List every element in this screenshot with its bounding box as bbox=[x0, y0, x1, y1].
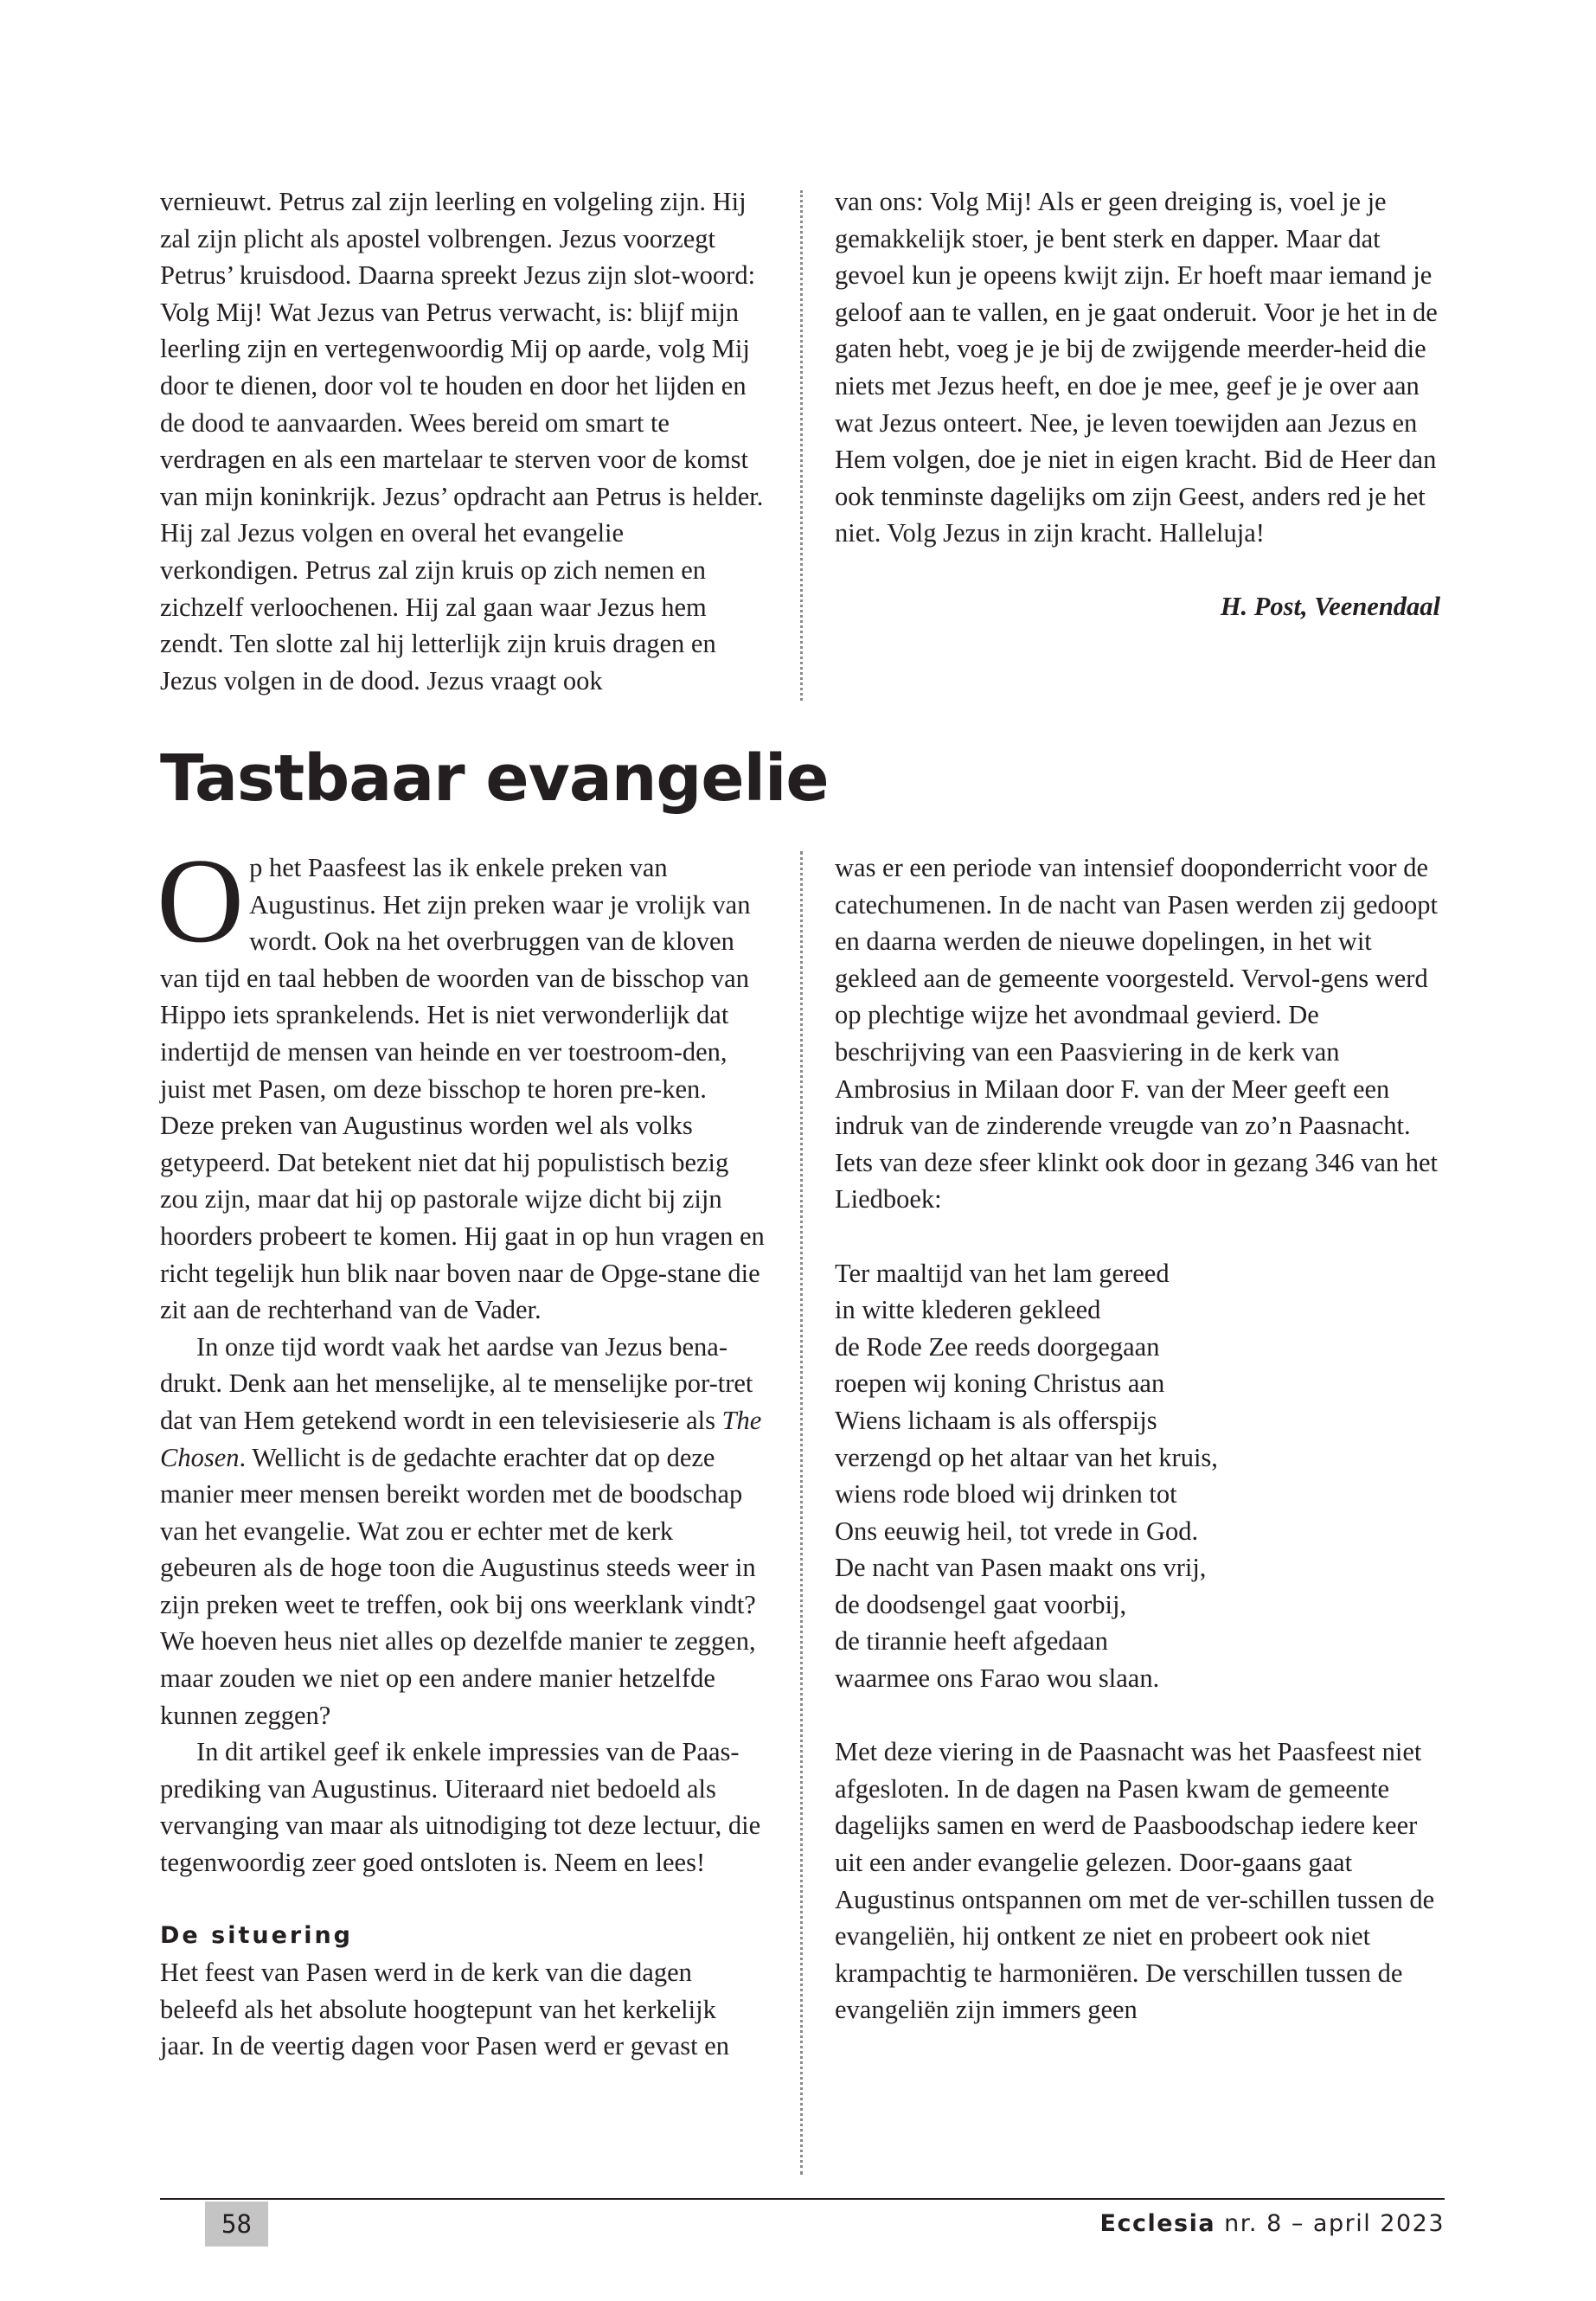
verse-line: wiens rode bloed wij drinken tot bbox=[835, 1479, 1177, 1509]
column-divider bbox=[800, 190, 803, 701]
issue-info: nr. 8 – april 2023 bbox=[1224, 2210, 1445, 2237]
intro-text: p het Paasfeest las ik enkele preken van Augustinus. Het zijn preken waar je vrolijk van wordt. Ook na het overbruggen van de kloven van tijd en taal hebben de woorden van de bisschop van Hippo iets sprankelends. Het is niet verwonderlijk dat indertijd de mensen van heinde en ver toestroom-den, juist met Pasen, om deze bisschop te horen pre-ken. Deze preken van Augustinus worden wel als volks getypeerd. Dat betekent niet dat hij populistisch bezig zou zijn, maar dat hij op pastorale wijze dicht bij zijn hoorders probeert te komen. Hij gaat in op hun vragen en richt tegelijk hun blik naar boven naar de Opge-stane die zit aan de rechterhand van de Vader. bbox=[160, 853, 765, 1325]
article-title: Tastbaar evangelie bbox=[160, 741, 829, 816]
body-paragraph: In dit artikel geef ik enkele impressies van de Paas-prediking van Augustinus. Uiteraard niet bedoeld als vervanging van maar als uitnodiging tot deze lectuur, die tegenwoordig zeer goed ontsloten is. Neem en lees! bbox=[160, 1737, 761, 1878]
series-title: The Chosen bbox=[160, 1405, 762, 1472]
body-paragraph: Het feest van Pasen werd in de kerk van die dagen beleefd als het absolute hoogtepunt van het kerkelijk jaar. In de veertig dagen voor Pasen werd er gevast en bbox=[160, 1958, 730, 2061]
drop-cap: O bbox=[157, 834, 245, 968]
verse-line: de doodsengel gaat voorbij, bbox=[835, 1589, 1127, 1619]
author-signature: H. Post, Veenendaal bbox=[1220, 591, 1440, 621]
body-text: In onze tijd wordt vaak het aardse van Jezus bena-drukt. Denk aan het menselijke, al te menselijke por-tret dat van Hem getekend wordt in een televisieserie als bbox=[160, 1331, 753, 1435]
verse-line: verzengd op het altaar van het kruis, bbox=[835, 1442, 1218, 1472]
hymn-verse bbox=[835, 1549, 1440, 1696]
intro-paragraph bbox=[157, 834, 766, 1329]
verse-line: De nacht van Pasen maakt ons vrij, bbox=[835, 1553, 1207, 1583]
previous-article-right-column bbox=[835, 183, 1440, 625]
body-paragraph: van ons: Volg Mij! Als er geen dreiging is, voel je je gemakkelijk stoer, je bent sterk en dapper. Maar dat gevoel kun je opeens kwijt zijn. Er hoeft maar iemand je geloof aan te vallen, en je gaat onderuit. Voor je het in de gaten hebt, voeg je je bij de zwijgende meerder-heid die niets met Jezus heeft, en doe je mee, geef je je over aan wat Jezus onteert. Nee, je leven toewijden aan Jezus en Hem volgen, doe je niet in eigen kracht. Bid de Heer dan ook tenminste dagelijks om zijn Geest, anders red je het niet. Volg Jezus in zijn kracht. Halleluja! bbox=[835, 187, 1438, 548]
body-paragraph: Met deze viering in de Paasnacht was het Paasfeest niet afgesloten. In de dagen na Pasen kwam de gemeente dagelijks samen en werd de Paasboodschap iedere keer uit een ander evangelie gelezen. Door-gaans gaat Augustinus ontspannen om met de ver-schillen tussen de evangeliën, hij ontkent ze niet en probeert ook niet krampachtig te harmoniëren. De verschillen tussen de evangeliën zijn immers geen bbox=[835, 1737, 1435, 2025]
article-left-column bbox=[157, 834, 766, 2065]
body-text: . Wellicht is de gedachte erachter dat op deze manier meer mensen bereikt worden met de boodschap van het evangelie. Wat zou er echter met de kerk gebeuren als de hoge toon die Augustinus steeds weer in zijn preken weet te treffen, ook bij ons weerklank vindt? We hoeven heus niet alles op dezelfde manier te zeggen, maar zouden we niet op een andere manier hetzelfde kunnen zeggen? bbox=[160, 1442, 756, 1730]
verse-line: de tirannie heeft afgedaan bbox=[835, 1626, 1108, 1657]
body-paragraph: vernieuwt. Petrus zal zijn leerling en volgeling zijn. Hij zal zijn plicht als apostel volbrengen. Jezus voorzegt Petrus’ kruisdood. Daarna spreekt Jezus zijn slot-woord: Volg Mij! Wat Jezus van Petrus verwacht, is: blijf mijn leerling zijn en vertegenwoordig Mij op aarde, volg Mij door te dienen, door vol te houden en door het lijden en de dood te aanvaarden. Wees bereid om smart te verdragen en als een martelaar te sterven voor de komst van mijn koninkrijk. Jezus’ opdracht aan Petrus is helder. Hij zal Jezus volgen en overal het evangelie verkondigen. Petrus zal zijn kruis op zich nemen en zichzelf verloochenen. Hij zal gaan waar Jezus hem zendt. Ten slotte zal hij letterlijk zijn kruis dragen en Jezus volgen in de dood. Jezus vraagt ook bbox=[160, 187, 764, 695]
verse-line: Ons eeuwig heil, tot vrede in God. bbox=[835, 1516, 1199, 1546]
journal-info bbox=[1100, 2202, 1445, 2247]
verse-line: waarmee ons Farao wou slaan. bbox=[835, 1663, 1160, 1694]
body-paragraph bbox=[160, 1329, 766, 1734]
verse-line: roepen wij koning Christus aan bbox=[835, 1368, 1165, 1399]
page-number: 58 bbox=[205, 2202, 268, 2247]
footer-rule bbox=[160, 2198, 1445, 2200]
hymn-verse bbox=[835, 1402, 1440, 1549]
verse-line: in witte klederen gekleed bbox=[835, 1295, 1101, 1325]
article-right-column bbox=[835, 849, 1440, 2029]
column-divider bbox=[800, 851, 803, 2175]
verse-line: de Rode Zee reeds doorgegaan bbox=[835, 1331, 1160, 1362]
section-heading: De situering bbox=[160, 1921, 354, 1949]
body-paragraph: was er een periode van intensief dooponderricht voor de catechumenen. In de nacht van Pasen werden zij gedoopt en daarna werden de nieuwe dopelingen, in het wit gekleed aan de gemeente voorgesteld. Vervol-gens werd op plechtige wijze het avondmaal gevierd. De beschrijving van een Paasviering in de kerk van Ambrosius in Milaan door F. van der Meer geeft een indruk van de zinderende vreugde van zo’n Paasnacht. Iets van deze sfeer klinkt ook door in gezang 346 van het Liedboek: bbox=[835, 853, 1439, 1215]
verse-line: Wiens lichaam is als offerspijs bbox=[835, 1405, 1157, 1435]
verse-line: Ter maaltijd van het lam gereed bbox=[835, 1258, 1170, 1288]
journal-name: Ecclesia bbox=[1099, 2210, 1216, 2237]
hymn-quote bbox=[835, 1255, 1440, 1697]
previous-article-left-column bbox=[160, 183, 766, 699]
hymn-verse bbox=[835, 1255, 1440, 1402]
